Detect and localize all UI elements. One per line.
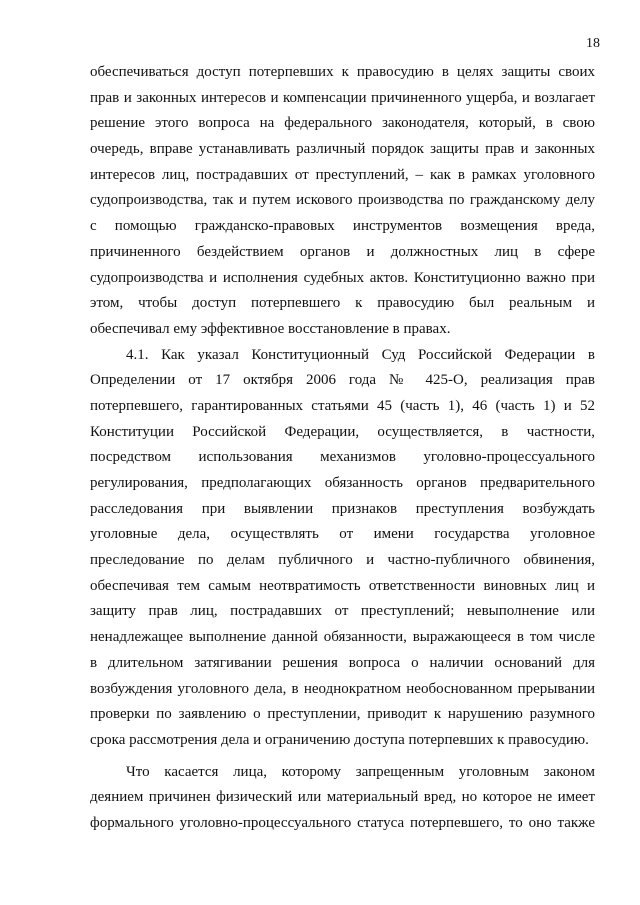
text-line: Конституции Российской Федерации, осуществляется, в частности, [90,423,595,440]
text-line: потерпевшего, гарантированных статьями 45 (часть 1), 46 (часть 1) и 52 [90,397,595,414]
text-line: этом, чтобы доступ потерпевшего к правосудию был реальным и [90,295,595,312]
text-line: интересов лиц, пострадавших от преступлений, – как в рамках уголовного [90,166,595,183]
text-line: срока рассмотрения дела и ограничению доступа потерпевших к правосудию. [90,731,589,748]
text-line: расследования при выявлении признаков преступления возбуждать [90,500,595,517]
page-number: 18 [586,36,600,51]
text-line: причиненного бездействием органов и должностных лиц в сфере [90,243,595,260]
text-line: преследование по делам публичного и частно-публичного обвинения, [90,552,595,569]
paragraph-1 [90,60,595,343]
text-line: деянием причинен физический или материальный вред, но которое не имеет [90,789,595,806]
text-line: регулирования, предполагающих обязанность органов предварительного [90,475,595,491]
text-line: Что касается лица, которому запрещенным уголовным законом [126,763,595,780]
text-line: обеспечивал ему эффективное восстановление в правах. [90,320,451,337]
text-line: решение этого вопроса на федерального законодателя, который, в свою [90,115,595,132]
text-line: очередь, вправе устанавливать различный порядок защиты прав и законных [90,141,595,158]
text-line: защиту прав лиц, пострадавших от преступлений; невыполнение или [90,603,595,620]
text-line: судопроизводства, так и путем искового производства по гражданскому делу [90,192,595,209]
document-body [90,60,595,837]
text-line: обеспечивая тем самым неотвратимость ответственности виновных лиц и [90,577,595,594]
text-line: 4.1. Как указал Конституционный Суд Российской Федерации в [126,346,595,363]
text-line: Определении от 17 октября 2006 года № 425-О, реализация прав [90,372,595,389]
text-line: обеспечиваться доступ потерпевших к правосудию в целях защиты своих [90,64,595,80]
text-line: проверки по заявлению о преступлении, приводит к нарушению разумного [90,706,595,723]
text-line: возбуждения уголовного дела, в неоднократном необоснованном прерывании [90,680,595,697]
text-line: формального уголовно-процессуального статуса потерпевшего, то оно также [90,814,595,831]
text-line: с помощью гражданско-правовых инструментов возмещения вреда, [90,218,595,235]
paragraph-3 [90,760,595,837]
text-line: посредством использования механизмов уголовно-процессуального [90,449,595,466]
text-line: ненадлежащее выполнение данной обязанности, выражающееся в том числе [90,629,595,646]
text-line: прав и законных интересов и компенсации причиненного ущерба, и возлагает [90,89,595,106]
text-line: уголовные дела, осуществлять от имени государства уголовное [90,526,595,543]
paragraph-2 [90,343,595,754]
text-line: в длительном затягивании решения вопроса о наличии оснований для [90,654,595,671]
text-line: судопроизводства и исполнения судебных актов. Конституционно важно при [90,269,595,286]
